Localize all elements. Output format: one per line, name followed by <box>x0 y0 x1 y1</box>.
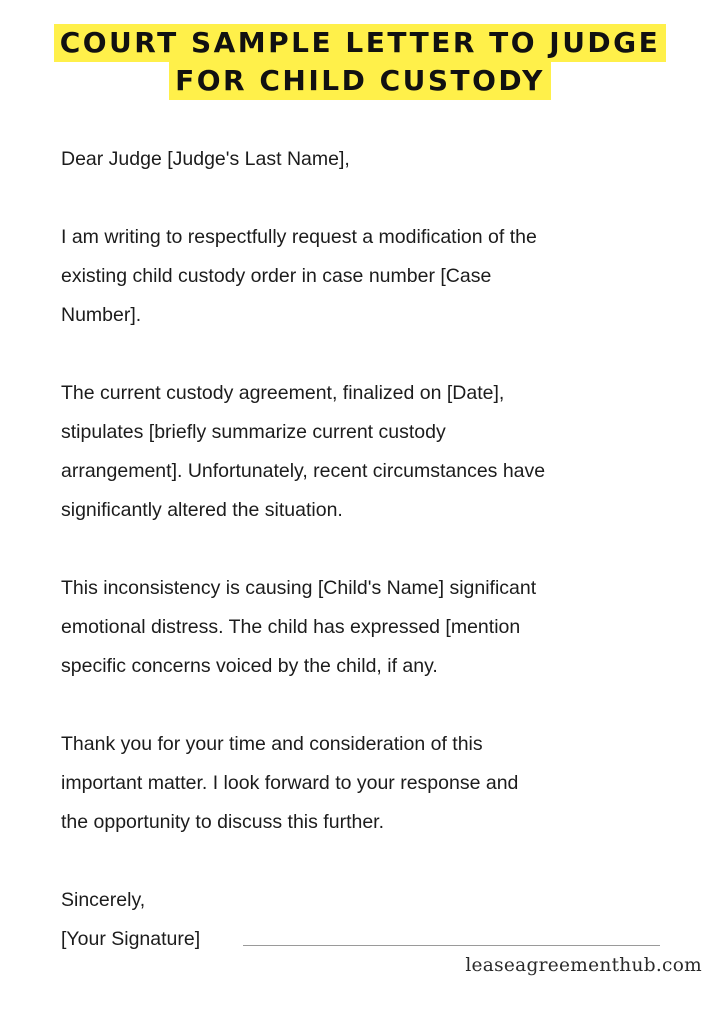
letter-greeting: Dear Judge [Judge's Last Name], <box>61 148 350 170</box>
document-title <box>0 24 720 100</box>
title-line-1: COURT SAMPLE LETTER TO JUDGE <box>54 24 667 62</box>
paragraph-4-line-3: the opportunity to discuss this further. <box>61 811 385 833</box>
paragraph-4-line-1: Thank you for your time and consideration of this <box>61 733 483 755</box>
paragraph-4-line-2: important matter. I look forward to your response and <box>61 772 519 794</box>
title-line-2: FOR CHILD CUSTODY <box>169 62 551 100</box>
site-watermark: leaseagreementhub.com <box>465 955 702 976</box>
paragraph-2-line-1: The current custody agreement, finalized on [Date], <box>61 382 505 404</box>
paragraph-3-line-2: emotional distress. The child has expressed [mention <box>61 616 521 638</box>
paragraph-2-line-3: arrangement]. Unfortunately, recent circumstances have <box>61 460 546 482</box>
paragraph-1-line-2: existing child custody order in case number [Case <box>61 265 492 287</box>
paragraph-2-line-4: significantly altered the situation. <box>61 499 343 521</box>
letter-paragraph-1 <box>61 218 691 335</box>
signature-placeholder: [Your Signature] <box>61 928 201 950</box>
signature-line <box>243 945 660 946</box>
letter-paragraph-3 <box>61 569 691 686</box>
paragraph-3-line-1: This inconsistency is causing [Child's Name] significant <box>61 577 537 599</box>
paragraph-2-line-2: stipulates [briefly summarize current custody <box>61 421 446 443</box>
paragraph-3-line-3: specific concerns voiced by the child, if any. <box>61 655 438 677</box>
letter-closing: Sincerely, <box>61 889 146 911</box>
letter-paragraph-4 <box>61 725 691 842</box>
paragraph-1-line-1: I am writing to respectfully request a modification of the <box>61 226 537 248</box>
letter-paragraph-2 <box>61 374 691 530</box>
paragraph-1-line-3: Number]. <box>61 304 142 326</box>
